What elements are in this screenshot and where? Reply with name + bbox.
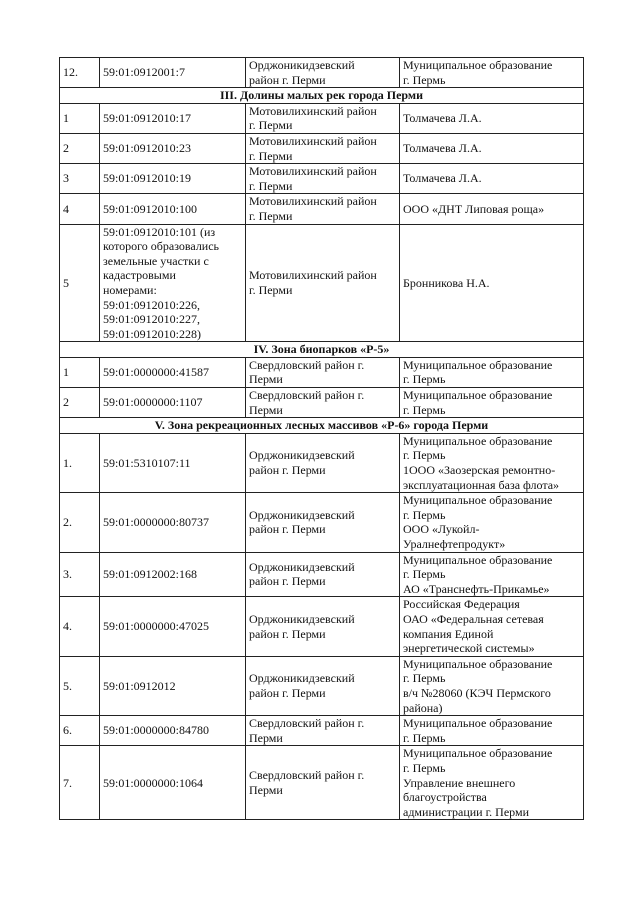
district-cell: Орджоникидзевский район г. Перми [246, 433, 400, 492]
table-row [60, 716, 584, 746]
row-number-cell: 1 [60, 103, 100, 133]
district-cell: Свердловский район г. Перми [246, 716, 400, 746]
table-row [60, 433, 584, 492]
owner-cell: Муниципальное образование г. Пермь ООО «Лукойл- Уралнефтепродукт» [400, 493, 584, 552]
district-cell: Орджоникидзевский район г. Перми [246, 58, 400, 88]
row-number-cell: 2 [60, 133, 100, 163]
row-number-cell: 6. [60, 716, 100, 746]
table-row [60, 552, 584, 597]
table-row [60, 656, 584, 715]
cadastral-number-cell: 59:01:0912012 [100, 656, 246, 715]
cadastral-number-cell: 59:01:0912010:23 [100, 133, 246, 163]
land-plots-table [59, 57, 584, 820]
district-cell: Свердловский район г. Перми [246, 357, 400, 387]
section-title: IV. Зона биопарков «Р-5» [60, 342, 584, 358]
owner-cell: Муниципальное образование г. Пермь в/ч №28060 (КЭЧ Пермского района) [400, 656, 584, 715]
district-cell: Орджоникидзевский район г. Перми [246, 597, 400, 656]
row-number-cell: 5. [60, 656, 100, 715]
table-row [60, 597, 584, 656]
owner-cell: Толмачева Л.А. [400, 103, 584, 133]
section-title: III. Долины малых рек города Перми [60, 88, 584, 104]
table-row [60, 58, 584, 88]
cadastral-number-cell: 59:01:0912010:100 [100, 194, 246, 224]
district-cell: Орджоникидзевский район г. Перми [246, 493, 400, 552]
cadastral-number-cell: 59:01:0912001:7 [100, 58, 246, 88]
table-row [60, 194, 584, 224]
table-row [60, 388, 584, 418]
cadastral-number-cell: 59:01:0000000:84780 [100, 716, 246, 746]
row-number-cell: 4. [60, 597, 100, 656]
cadastral-number-cell: 59:01:5310107:11 [100, 433, 246, 492]
owner-cell: Бронникова Н.А. [400, 224, 584, 342]
row-number-cell: 3. [60, 552, 100, 597]
owner-cell: Муниципальное образование г. Пермь 1ООО «Заозерская ремонтно- эксплуатационная база флота» [400, 433, 584, 492]
cadastral-number-cell: 59:01:0912002:168 [100, 552, 246, 597]
cadastral-number-cell: 59:01:0912010:19 [100, 164, 246, 194]
row-number-cell: 7. [60, 746, 100, 820]
district-cell: Мотовилихинский район г. Перми [246, 224, 400, 342]
district-cell: Орджоникидзевский район г. Перми [246, 656, 400, 715]
row-number-cell: 1. [60, 433, 100, 492]
table-row [60, 357, 584, 387]
cadastral-number-cell: 59:01:0000000:41587 [100, 357, 246, 387]
section-header-row [60, 342, 584, 358]
owner-cell: Муниципальное образование г. Пермь [400, 357, 584, 387]
district-cell: Мотовилихинский район г. Перми [246, 194, 400, 224]
row-number-cell: 5 [60, 224, 100, 342]
cadastral-number-cell: 59:01:0000000:47025 [100, 597, 246, 656]
cadastral-number-cell: 59:01:0000000:1107 [100, 388, 246, 418]
table-row [60, 224, 584, 342]
owner-cell: Толмачева Л.А. [400, 164, 584, 194]
owner-cell: ООО «ДНТ Липовая роща» [400, 194, 584, 224]
owner-cell: Российская Федерация ОАО «Федеральная сетевая компания Единой энергетической системы» [400, 597, 584, 656]
table-row [60, 164, 584, 194]
owner-cell: Муниципальное образование г. Пермь [400, 388, 584, 418]
owner-cell: Муниципальное образование г. Пермь АО «Транснефть-Прикамье» [400, 552, 584, 597]
row-number-cell: 3 [60, 164, 100, 194]
row-number-cell: 1 [60, 357, 100, 387]
table-row [60, 746, 584, 820]
owner-cell: Толмачева Л.А. [400, 133, 584, 163]
row-number-cell: 2. [60, 493, 100, 552]
district-cell: Мотовилихинский район г. Перми [246, 103, 400, 133]
row-number-cell: 2 [60, 388, 100, 418]
district-cell: Свердловский район г. Перми [246, 388, 400, 418]
table-row [60, 493, 584, 552]
cadastral-number-cell: 59:01:0000000:1064 [100, 746, 246, 820]
district-cell: Орджоникидзевский район г. Перми [246, 552, 400, 597]
cadastral-number-cell: 59:01:0912010:17 [100, 103, 246, 133]
table-row [60, 103, 584, 133]
section-title: V. Зона рекреационных лесных массивов «Р-6» города Перми [60, 418, 584, 434]
cadastral-number-cell: 59:01:0000000:80737 [100, 493, 246, 552]
row-number-cell: 4 [60, 194, 100, 224]
owner-cell: Муниципальное образование г. Пермь Управление внешнего благоустройства администрации г. Перми [400, 746, 584, 820]
district-cell: Мотовилихинский район г. Перми [246, 133, 400, 163]
section-header-row [60, 88, 584, 104]
table-row [60, 133, 584, 163]
district-cell: Свердловский район г. Перми [246, 746, 400, 820]
owner-cell: Муниципальное образование г. Пермь [400, 716, 584, 746]
section-header-row [60, 418, 584, 434]
owner-cell: Муниципальное образование г. Пермь [400, 58, 584, 88]
district-cell: Мотовилихинский район г. Перми [246, 164, 400, 194]
table-body [60, 58, 584, 820]
cadastral-number-cell: 59:01:0912010:101 (из которого образовались земельные участки с кадастровыми номерами: 59:01:0912010:226, 59:01:0912010:227, 59:01:0912010:228) [100, 224, 246, 342]
row-number-cell: 12. [60, 58, 100, 88]
